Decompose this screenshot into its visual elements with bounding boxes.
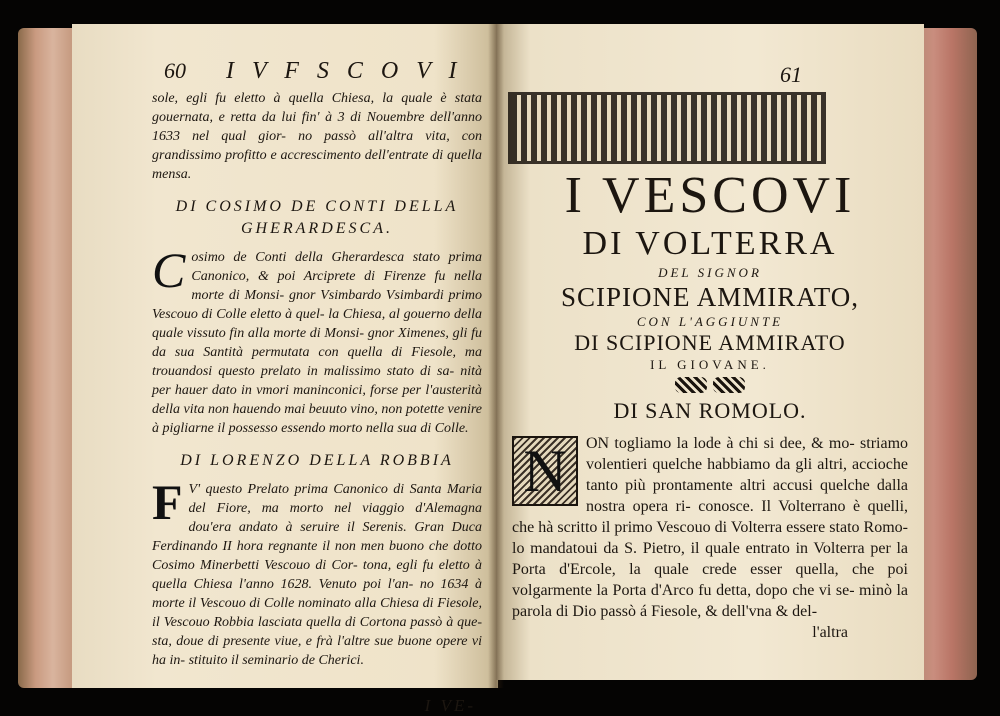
text-line: & poi Arciprete di Firenze fu nella morte di Monsi- <box>191 269 483 303</box>
cosimo-paragraph <box>152 242 483 438</box>
running-head: I V F S C O V I <box>226 58 463 84</box>
ornament-icon <box>675 377 707 393</box>
text-line: il non men buono che dotto Cosimo Minerbetti Vescouo di Cor- <box>152 539 483 573</box>
text-line: conosce. Il Volterrano è quelli, che hà <box>512 498 909 536</box>
additions-author-2: IL GIOVANE. <box>650 357 770 372</box>
decorative-headpiece <box>508 92 826 164</box>
text-line: pigliarne il possesso essendo morto nella sua di Colle. <box>162 421 469 436</box>
right-page-text <box>512 168 908 643</box>
additions-line: CON L'AGGIUNTE <box>636 314 784 329</box>
text-line: à seruire il Serenis. Gran Duca Ferdinando II hora regnante <box>152 520 483 554</box>
drop-cap-c: C <box>152 242 186 298</box>
section-title-lorenzo-text: DI LORENZO DELLA ROBBIA <box>180 452 454 469</box>
text-line: sta, doue di presente viue, e frà l'altre sue buone opere vi ha in- <box>152 634 482 668</box>
text-line: dell'entrate di quella mensa. <box>152 148 483 182</box>
text-line: Fiesole, il Vescouo Robbia lasciata quella di Cortona passò à que- <box>152 596 482 630</box>
text-line: della vita non hauendo mai beuuto vino, non potette venire à <box>152 402 482 436</box>
text-line: scritto il primo Vescouo di Volterra essere stato Romo- <box>557 519 909 536</box>
text-line: striamo volentieri quelche habbiamo da <box>586 435 909 473</box>
text-line: Fiore, ma morto nel viaggio d'Alemagna dou'era andato <box>188 501 483 535</box>
ornament-icon <box>713 377 745 393</box>
text-line: no 1634 à morte il Vescouo di Colle nominato alla Chiesa di <box>152 577 482 611</box>
text-line: ON togliamo la lode à chi si dee, & mo- <box>586 435 855 452</box>
continuation-paragraph <box>152 89 482 184</box>
text-line: la Chiesa, al gouerno della quale vissuto fin alla morte di Monsi- <box>152 307 483 341</box>
text-line: per la Porta d'Ercole, la quale crede esser quella, che poi <box>512 540 909 578</box>
section-title-cosimo-2: GHERARDESCA. <box>241 220 393 237</box>
text-line: tona, egli fu eletto à quella Chiesa l'anno 1628. Venuto poi l'an- <box>152 558 482 592</box>
section-title-lorenzo <box>152 450 482 472</box>
left-page-header <box>164 58 482 85</box>
book-title: I VESCOVI <box>564 167 856 224</box>
page-number-left: 60 <box>164 58 186 83</box>
text-line: osimo de Conti della Gherardesca stato prima Canonico, <box>191 250 482 284</box>
lorenzo-paragraph <box>152 474 483 670</box>
by-line: DEL SIGNOR <box>658 265 762 280</box>
romolo-paragraph <box>512 433 908 622</box>
section-title-cosimo-1: DI COSIMO DE CONTI DELLA <box>175 198 459 215</box>
right-page-edges <box>915 28 977 680</box>
book-gutter <box>488 24 504 688</box>
text-line: volgarmente la Porta d'Arco fu detta, dopo che vi se- <box>512 582 855 599</box>
text-line: lo mandatoui da S. Pietro, il quale entrato in Volterra <box>512 540 865 557</box>
text-line: Fiesole, ma trouandosi questo prelato in malissimo stato di sa- <box>152 345 483 379</box>
text-line: minò la parola di Dio passò á Fiesole, & dell'vna & del- <box>512 582 908 620</box>
decorated-drop-cap-n: N <box>512 436 578 506</box>
section-title-cosimo <box>152 196 482 240</box>
text-line: gli altri, accioche tanto più prontamente <box>586 456 909 494</box>
catchword-right: l'altra <box>812 624 848 641</box>
text-line: altri accusi quelche dalla nostra opera ri- <box>586 477 909 515</box>
text-line: retta da lui fin' à 3 di Nouembre dell'anno 1633 nel qual gior- <box>152 110 483 144</box>
ornament-row <box>512 377 908 393</box>
text-line: V' questo Prelato prima Canonico di Santa Maria del <box>188 482 482 516</box>
left-page-text <box>152 58 482 716</box>
text-line: stituito il seminario de Cherici. <box>188 653 364 668</box>
catchword-left: I VE- <box>424 696 476 715</box>
page-number-right: 61 <box>780 62 802 87</box>
author: SCIPIONE AMMIRATO, <box>560 282 860 312</box>
text-line: no passò all'altra vita, con grandissimo profitto e accrescimento <box>152 129 483 163</box>
book-subtitle: DI VOLTERRA <box>582 225 838 262</box>
text-line: sole, egli fu eletto à quella Chiesa, la quale è stata gouernata, e <box>152 91 482 125</box>
additions-author: DI SCIPIONE AMMIRATO <box>574 330 846 355</box>
drop-cap-f: F <box>152 474 183 530</box>
text-line: nità per hauer dato in vmori maninconici, forse per l'austerità <box>152 364 482 398</box>
text-line: gnor Vsimbardo Vsimbardi primo Vescouo di Colle eletto à quel- <box>152 288 482 322</box>
section-title-romolo: DI SAN ROMOLO. <box>613 398 807 423</box>
text-line: gnor Ximenes, gli fu da sua Santità permutata con quella di <box>152 326 482 360</box>
